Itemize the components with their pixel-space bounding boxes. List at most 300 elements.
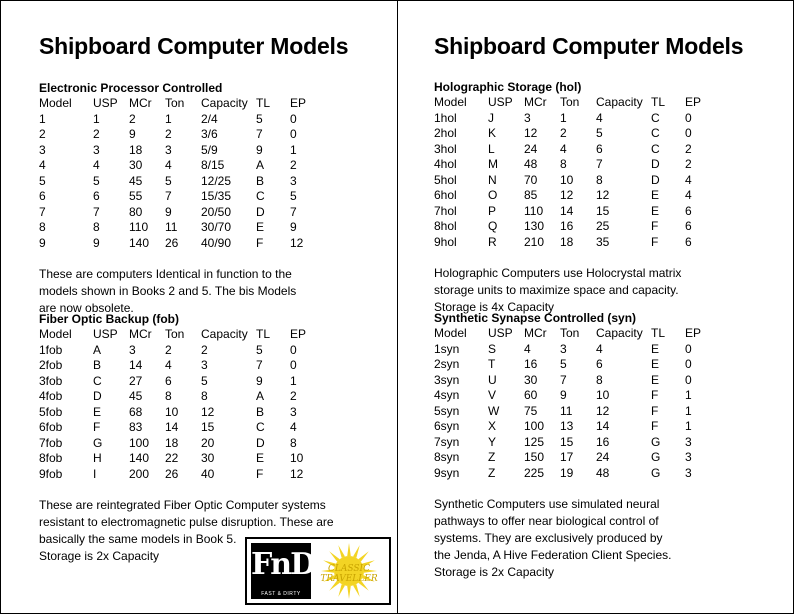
sun-ray [353, 584, 360, 597]
table-cell: 1fob [39, 342, 63, 357]
table-cell: 3/6 [201, 127, 218, 141]
table-cell: C [651, 110, 660, 125]
table-cell: 4 [596, 110, 603, 125]
table-cell: 4 [93, 158, 100, 172]
table-cell: 8hol [434, 219, 457, 233]
table-cell: 26 [165, 235, 179, 250]
table-row [434, 204, 715, 220]
table-cell: 9 [290, 220, 297, 234]
table-cell: 1 [290, 142, 297, 157]
table-cell: 45 [129, 389, 143, 403]
table-cell: 2 [685, 141, 692, 156]
column-header: TL [651, 326, 666, 340]
table-cell: 2 [129, 111, 136, 126]
table-header-row [39, 96, 320, 112]
table-cell: 2hol [434, 126, 457, 140]
table-cell: 7 [256, 127, 263, 141]
table-cell: F [651, 219, 659, 233]
table-cell: 5fob [39, 404, 63, 419]
table-row [39, 420, 320, 436]
column-header: MCr [524, 326, 547, 340]
column-header: Ton [560, 95, 580, 109]
table-cell: 14 [596, 419, 610, 433]
table-cell: 9 [256, 142, 263, 157]
table-cell: 1 [560, 110, 567, 125]
table-cell: 4hol [434, 157, 457, 171]
table-cell: E [651, 372, 660, 387]
table-cell: 4fob [39, 389, 63, 403]
table-cell: U [488, 372, 497, 387]
description-line: pathways to offer near biological control of [434, 514, 659, 528]
table-cell: C [256, 189, 265, 203]
table-cell: 60 [524, 388, 538, 402]
table-cell: E [651, 341, 660, 356]
table-cell: 6hol [434, 188, 457, 202]
column-header: Model [39, 327, 72, 341]
table-cell: L [488, 141, 495, 156]
table-cell: 2/4 [201, 111, 218, 126]
table-cell: 3syn [434, 372, 460, 387]
table-cell: 1 [165, 111, 172, 126]
table-cell: F [651, 234, 659, 249]
table-cell: 125 [524, 434, 545, 449]
section-title: Holographic Storage (hol) [434, 80, 582, 94]
table-row [39, 220, 320, 236]
table-row [434, 219, 715, 235]
description-line: are now obsolete. [39, 301, 134, 315]
table-cell: 3 [165, 142, 172, 157]
table-row [39, 189, 320, 205]
table-cell: 4 [39, 158, 46, 172]
table-cell: B [93, 358, 102, 372]
table-cell: 10 [560, 172, 574, 187]
table-cell: Z [488, 450, 496, 464]
table-row [434, 404, 715, 420]
table-cell: 7fob [39, 435, 63, 450]
table-cell: 3 [201, 358, 208, 372]
description-line: systems. They are exclusively produced by [434, 531, 663, 545]
table-cell: P [488, 203, 497, 218]
models-table [434, 95, 715, 250]
table-cell: 6 [685, 219, 692, 233]
column-header: Model [434, 95, 467, 109]
table-cell: H [93, 451, 102, 465]
table-cell: E [256, 451, 265, 465]
table-cell: C [651, 141, 660, 156]
section-title: Fiber Optic Backup (fob) [39, 312, 180, 326]
table-cell: 5 [39, 173, 46, 188]
table-cell: 1 [93, 111, 100, 126]
table-cell: 7 [560, 372, 567, 387]
table-cell: 9fob [39, 466, 63, 481]
table-cell: 8 [290, 435, 297, 450]
table-row [39, 358, 320, 374]
table-cell: 1syn [434, 341, 460, 356]
table-cell: 12 [290, 466, 304, 481]
table-cell: K [488, 126, 497, 140]
column-header: Capacity [201, 327, 248, 341]
table-cell: X [488, 419, 497, 433]
table-cell: 5 [256, 342, 263, 357]
table-cell: 22 [165, 451, 179, 465]
table-cell: 0 [685, 110, 692, 125]
table-cell: 210 [524, 234, 545, 249]
table-cell: G [651, 434, 661, 449]
svg-text:TRAVELLER: TRAVELLER [320, 574, 378, 584]
section-title: Electronic Processor Controlled [39, 81, 223, 95]
table-cell: 8 [596, 372, 603, 387]
table-cell: 130 [524, 219, 545, 233]
table-cell: 2 [165, 127, 172, 141]
table-cell: 140 [129, 235, 150, 250]
table-cell: 0 [685, 341, 692, 356]
description-line: the Jenda, A Hive Federation Client Species. [434, 548, 672, 562]
table-cell: 12 [524, 126, 538, 140]
table-cell: 16 [524, 357, 538, 371]
table-cell: 3 [93, 142, 100, 157]
table-cell: 6 [596, 357, 603, 371]
table-row [434, 126, 715, 142]
table-cell: A [256, 389, 265, 403]
table-cell: 12 [560, 188, 574, 202]
table-cell: 14 [165, 420, 179, 434]
table-cell: 25 [596, 219, 610, 233]
description-line: models shown in Books 2 and 5. The bis Models [39, 284, 297, 298]
column-header: TL [651, 95, 666, 109]
table-row [434, 173, 715, 189]
table-cell: 9 [39, 235, 46, 250]
table-cell: 4 [560, 141, 567, 156]
column-header: EP [685, 326, 702, 340]
table-cell: E [256, 220, 265, 234]
table-cell: 18 [129, 142, 143, 157]
table-row [434, 142, 715, 158]
table-cell: 40/90 [201, 235, 232, 250]
section-description [434, 265, 794, 316]
table-cell: 0 [290, 127, 297, 141]
table-cell: 7hol [434, 203, 457, 218]
table-cell: Q [488, 219, 498, 233]
table-cell: 5 [596, 126, 603, 140]
table-cell: 10 [165, 404, 179, 419]
page-title: Shipboard Computer Models [434, 33, 744, 59]
table-row [39, 436, 320, 452]
table-header-row [434, 95, 715, 111]
table-row [39, 127, 320, 143]
table-cell: V [488, 388, 497, 402]
table-cell: 110 [129, 220, 149, 234]
table-cell: J [488, 110, 494, 125]
models-table [39, 96, 320, 251]
fnd-logo-subtitle: FAST & DIRTY [261, 591, 301, 597]
table-cell: 12 [596, 188, 610, 202]
table-cell: 5 [290, 189, 297, 203]
table-cell: 6 [165, 373, 172, 388]
column-header: TL [256, 96, 271, 110]
table-cell: 8 [93, 220, 100, 234]
sun-ray [347, 586, 351, 599]
table-row [434, 450, 715, 466]
table-cell: 9hol [434, 234, 457, 249]
table-cell: 2 [290, 389, 297, 403]
sun-ray [353, 545, 360, 558]
table-cell: Y [488, 434, 497, 449]
table-cell: A [93, 342, 102, 357]
table-cell: 6 [39, 189, 46, 203]
section-description [39, 266, 409, 317]
table-cell: 4syn [434, 388, 460, 402]
table-cell: 83 [129, 420, 143, 434]
table-cell: 3 [290, 173, 297, 188]
table-cell: N [488, 172, 497, 187]
table-cell: 6 [685, 203, 692, 218]
table-cell: R [488, 234, 497, 249]
table-cell: 5 [201, 373, 208, 388]
column-header: EP [290, 327, 307, 341]
sun-ray [347, 543, 351, 556]
description-line: These are reintegrated Fiber Optic Computer systems [39, 498, 326, 512]
table-row [434, 373, 715, 389]
table-cell: Z [488, 465, 496, 480]
table-cell: 9 [256, 373, 263, 388]
table-cell: 26 [165, 466, 179, 481]
sun-ray [358, 551, 369, 562]
table-cell: 1hol [434, 110, 457, 125]
column-header: MCr [129, 327, 152, 341]
table-cell: 1 [39, 111, 46, 126]
table-cell: F [651, 403, 659, 418]
table-cell: 110 [524, 203, 544, 218]
column-header: Capacity [596, 326, 643, 340]
table-cell: 3 [685, 465, 692, 480]
description-line: Storage is 4x Capacity [434, 300, 555, 314]
table-cell: C [93, 373, 102, 388]
table-cell: 200 [129, 466, 150, 481]
table-cell: 75 [524, 403, 538, 418]
table-cell: B [256, 404, 265, 419]
table-cell: 7syn [434, 434, 460, 449]
table-cell: 2 [165, 342, 172, 357]
column-header: USP [488, 95, 513, 109]
column-header: EP [685, 95, 702, 109]
table-cell: 30 [524, 372, 538, 387]
table-cell: 10 [290, 451, 304, 465]
table-row [39, 389, 320, 405]
table-cell: 85 [524, 188, 538, 202]
table-cell: W [488, 403, 500, 418]
table-cell: 15 [596, 203, 610, 218]
table-cell: C [651, 126, 660, 140]
table-cell: 4 [165, 158, 172, 172]
table-cell: 3 [685, 434, 692, 449]
table-cell: 0 [290, 358, 297, 372]
table-cell: 3fob [39, 373, 63, 388]
table-cell: 7 [93, 204, 100, 219]
table-cell: 24 [596, 450, 610, 464]
table-cell: 140 [129, 451, 150, 465]
table-cell: 7 [256, 358, 263, 372]
table-cell: 10 [596, 388, 610, 402]
table-cell: 0 [685, 372, 692, 387]
table-cell: 0 [290, 342, 297, 357]
table-cell: 5 [165, 173, 172, 188]
table-cell: 20 [201, 435, 215, 450]
table-cell: 5 [560, 357, 567, 371]
table-cell: 45 [129, 173, 143, 188]
table-cell: 7 [165, 189, 172, 203]
table-cell: 6 [596, 141, 603, 156]
table-cell: G [651, 450, 661, 464]
table-cell: 8 [165, 389, 172, 403]
table-cell: 8syn [434, 450, 460, 464]
description-line: Synthetic Computers use simulated neural [434, 497, 660, 511]
table-cell: 5/9 [201, 142, 218, 157]
table-cell: 16 [596, 434, 610, 449]
table-cell: F [651, 419, 659, 433]
table-cell: 15/35 [201, 189, 232, 203]
table-cell: 4 [596, 341, 603, 356]
table-cell: 2 [685, 157, 692, 171]
table-cell: F [256, 235, 264, 250]
table-cell: 225 [524, 465, 545, 480]
table-row [434, 419, 715, 435]
svg-text:CLASSIC: CLASSIC [328, 564, 370, 574]
table-cell: 2fob [39, 358, 63, 372]
column-header: Ton [560, 326, 580, 340]
column-header: Ton [165, 327, 185, 341]
table-cell: 150 [524, 450, 545, 464]
table-cell: E [93, 404, 102, 419]
table-cell: 55 [129, 189, 143, 203]
table-cell: 6syn [434, 419, 460, 433]
table-cell: 12 [290, 235, 304, 250]
table-cell: 11 [165, 220, 178, 234]
table-row [39, 236, 320, 252]
table-cell: 9 [560, 388, 567, 402]
description-line: basically the same models in Book 5. [39, 532, 237, 546]
table-cell: 1 [685, 419, 692, 433]
table-cell: D [651, 172, 660, 187]
column-header: Capacity [201, 96, 248, 110]
table-cell: F [93, 420, 101, 434]
description-line: These are computers Identical in function to the [39, 267, 292, 281]
table-cell: 7 [596, 157, 603, 171]
table-cell: 4 [524, 341, 531, 356]
table-cell: 14 [560, 203, 574, 218]
table-row [434, 357, 715, 373]
table-cell: 3 [129, 342, 136, 357]
table-cell: 3 [39, 142, 46, 157]
table-cell: 40 [201, 466, 215, 481]
column-header: Model [434, 326, 467, 340]
table-cell: 30 [129, 158, 143, 172]
sun-ray [329, 551, 340, 562]
table-cell: 6fob [39, 420, 63, 434]
table-cell: O [488, 188, 498, 202]
table-cell: D [651, 157, 660, 171]
section-electronic-processor [39, 81, 409, 317]
table-cell: 7 [39, 204, 46, 219]
table-row [39, 174, 320, 190]
classic-traveller-logo [313, 541, 385, 601]
table-cell: 9 [165, 204, 172, 219]
sun-ray [338, 545, 345, 558]
page-title: Shipboard Computer Models [39, 33, 349, 59]
table-cell: C [256, 420, 265, 434]
column-header: USP [93, 96, 118, 110]
table-row [39, 405, 320, 421]
table-cell: 8 [560, 157, 567, 171]
description-line: storage units to maximize space and capacity. [434, 283, 679, 297]
table-cell: 9syn [434, 465, 460, 480]
table-cell: 68 [129, 404, 143, 419]
table-cell: 4 [685, 172, 692, 187]
table-row [39, 467, 320, 483]
table-cell: E [651, 357, 660, 371]
section-description [434, 496, 794, 581]
table-row [39, 451, 320, 467]
description-line: Holographic Computers use Holocrystal matrix [434, 266, 682, 280]
table-cell: 24 [524, 141, 538, 156]
section-synthetic-synapse [434, 311, 794, 581]
table-cell: 2syn [434, 357, 460, 371]
table-cell: 100 [129, 435, 150, 450]
table-cell: T [488, 357, 496, 371]
column-header: MCr [129, 96, 152, 110]
table-row [434, 466, 715, 482]
description-line: resistant to electromagnetic pulse disruption. These are [39, 515, 334, 529]
table-cell: 18 [560, 234, 574, 249]
table-row [434, 188, 715, 204]
column-header: MCr [524, 95, 547, 109]
section-title: Synthetic Synapse Controlled (syn) [434, 311, 637, 325]
table-row [39, 143, 320, 159]
table-cell: 30/70 [201, 220, 232, 234]
table-cell: 14 [129, 358, 143, 372]
table-row [39, 374, 320, 390]
table-cell: 3hol [434, 141, 457, 156]
table-cell: 6 [685, 234, 692, 249]
table-header-row [39, 327, 320, 343]
table-cell: 48 [524, 157, 538, 171]
table-cell: 13 [560, 419, 574, 433]
table-cell: 20/50 [201, 204, 232, 219]
table-row [434, 388, 715, 404]
table-cell: 5 [256, 111, 263, 126]
table-cell: 4 [685, 188, 692, 202]
table-cell: A [256, 158, 265, 172]
table-cell: 3 [290, 404, 297, 419]
table-cell: 15 [201, 420, 215, 434]
table-cell: G [651, 465, 661, 480]
table-cell: 9 [93, 235, 100, 250]
publisher-logos [245, 537, 391, 605]
table-cell: 30 [201, 451, 215, 465]
table-cell: 5syn [434, 403, 460, 418]
table-cell: 19 [560, 465, 574, 480]
table-cell: G [93, 435, 103, 450]
table-row [434, 342, 715, 358]
column-header: Capacity [596, 95, 643, 109]
table-cell: 2 [290, 158, 297, 172]
table-row [434, 111, 715, 127]
table-row [39, 112, 320, 128]
section-fiber-optic-backup [39, 312, 409, 565]
table-cell: 48 [596, 465, 610, 480]
table-cell: 3 [524, 110, 531, 125]
table-cell: 1 [685, 388, 692, 402]
table-cell: 12 [201, 404, 215, 419]
